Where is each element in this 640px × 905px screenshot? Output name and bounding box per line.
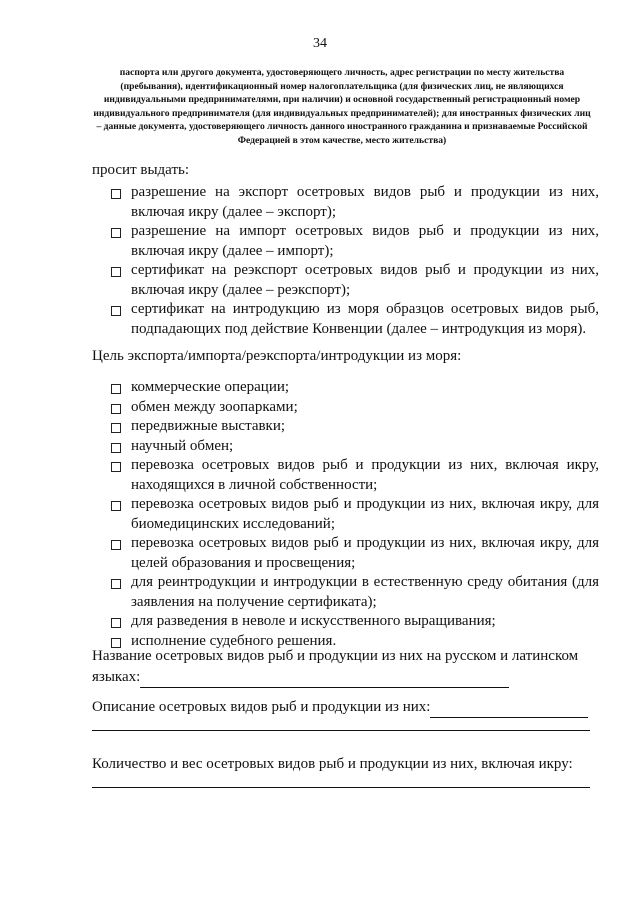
permit-text-reexport: сертификат на реэкспорт осетровых видов рыб и продукции из них, включая икру (далее – реэкспорт); — [131, 262, 599, 298]
description-input[interactable] — [430, 703, 588, 718]
purpose-text: перевозка осетровых видов рыб и продукции из них, включая икру, для целей образования и просвещения; — [131, 535, 599, 571]
quantity-input[interactable] — [92, 787, 590, 788]
species-name-field-row — [92, 668, 592, 688]
purpose-text: обмен между зоопарками; — [131, 398, 298, 415]
purpose-text: передвижные выставки; — [131, 418, 286, 434]
purpose-item — [111, 534, 599, 573]
purpose-checkbox[interactable] — [111, 462, 121, 472]
permit-item-import — [111, 222, 599, 261]
purpose-item — [111, 378, 599, 398]
purpose-checkbox[interactable] — [111, 384, 121, 394]
permit-text-introduction: сертификат на интродукцию из моря образцов осетровых видов рыб, подпадающих под действие Конвенции (далее – интродукция из моря). — [131, 301, 599, 337]
purpose-checkbox[interactable] — [111, 501, 121, 511]
purpose-item — [111, 456, 599, 495]
description-label: Описание осетровых видов рыб и продукции из них: — [92, 699, 431, 715]
purpose-checkbox[interactable] — [111, 404, 121, 414]
purpose-checkbox[interactable] — [111, 423, 121, 433]
description-field-row — [92, 698, 592, 718]
purpose-checkbox[interactable] — [111, 618, 121, 628]
permit-text-export: разрешение на экспорт осетровых видов рыб и продукции из них, включая икру (далее – экспорт); — [131, 184, 599, 220]
permits-list — [111, 183, 599, 339]
purpose-text: коммерческие операции; — [131, 379, 290, 395]
permit-checkbox-introduction[interactable] — [111, 306, 121, 316]
permit-item-export — [111, 183, 599, 222]
purpose-text: для разведения в неволе и искусственного выращивания; — [131, 613, 496, 629]
purpose-item — [111, 573, 599, 612]
purpose-label: Цель экспорта/импорта/реэкспорта/интродукции из моря: — [92, 348, 462, 364]
purpose-text: перевозка осетровых видов рыб и продукции из них, включая икру, для биомедицинских исследований; — [131, 496, 599, 532]
purpose-item — [111, 612, 599, 632]
purpose-checkbox[interactable] — [111, 579, 121, 589]
purpose-text: перевозка осетровых видов рыб и продукции из них, включая икру, находящихся в личной собственности; — [131, 457, 599, 493]
permit-checkbox-import[interactable] — [111, 228, 121, 238]
purpose-text: научный обмен; — [131, 437, 234, 454]
page-number: 34 — [313, 36, 327, 51]
purpose-checkbox[interactable] — [111, 638, 121, 648]
header-note: паспорта или другого документа, удостоверяющего личность, адрес регистрации по месту жительства (пребывания), идентификационный номер налогоплательщика (для физических лиц, не являющихся индивидуальными предпринимателями, при наличии) и основной государственный регистрационный номер индивидуального предпринимателя (для индивидуальных предпринимателей); для иностранных физических лиц – данные документа, удостоверяющего личность данного иностранного гражданина и признаваемые Российской Федерацией в этом качестве, место жительства) — [93, 67, 591, 146]
purpose-item — [111, 417, 599, 437]
purpose-item — [111, 495, 599, 534]
permit-checkbox-reexport[interactable] — [111, 267, 121, 277]
permit-item-reexport — [111, 261, 599, 300]
permit-item-introduction — [111, 300, 599, 339]
purpose-item — [111, 437, 599, 457]
purpose-text: исполнение судебного решения. — [131, 632, 337, 649]
species-name-label-cont: языках: — [92, 669, 141, 685]
permit-checkbox-export[interactable] — [111, 189, 121, 199]
purpose-item — [111, 398, 599, 418]
species-name-label: Название осетровых видов рыб и продукции из них на русском и латинском — [92, 648, 579, 664]
description-input-line2[interactable] — [92, 730, 590, 731]
request-label: просит выдать: — [92, 162, 190, 178]
purpose-checkbox[interactable] — [111, 540, 121, 550]
purpose-checkbox[interactable] — [111, 443, 121, 453]
quantity-label: Количество и вес осетровых видов рыб и продукции из них, включая икру: — [92, 756, 573, 772]
purposes-list — [111, 378, 599, 651]
purpose-text: для реинтродукции и интродукции в естественную среду обитания (для заявления на получение сертификата); — [131, 574, 599, 610]
permit-text-import: разрешение на импорт осетровых видов рыб и продукции из них, включая икру (далее – импорт); — [131, 223, 599, 259]
species-name-input[interactable] — [140, 673, 509, 688]
